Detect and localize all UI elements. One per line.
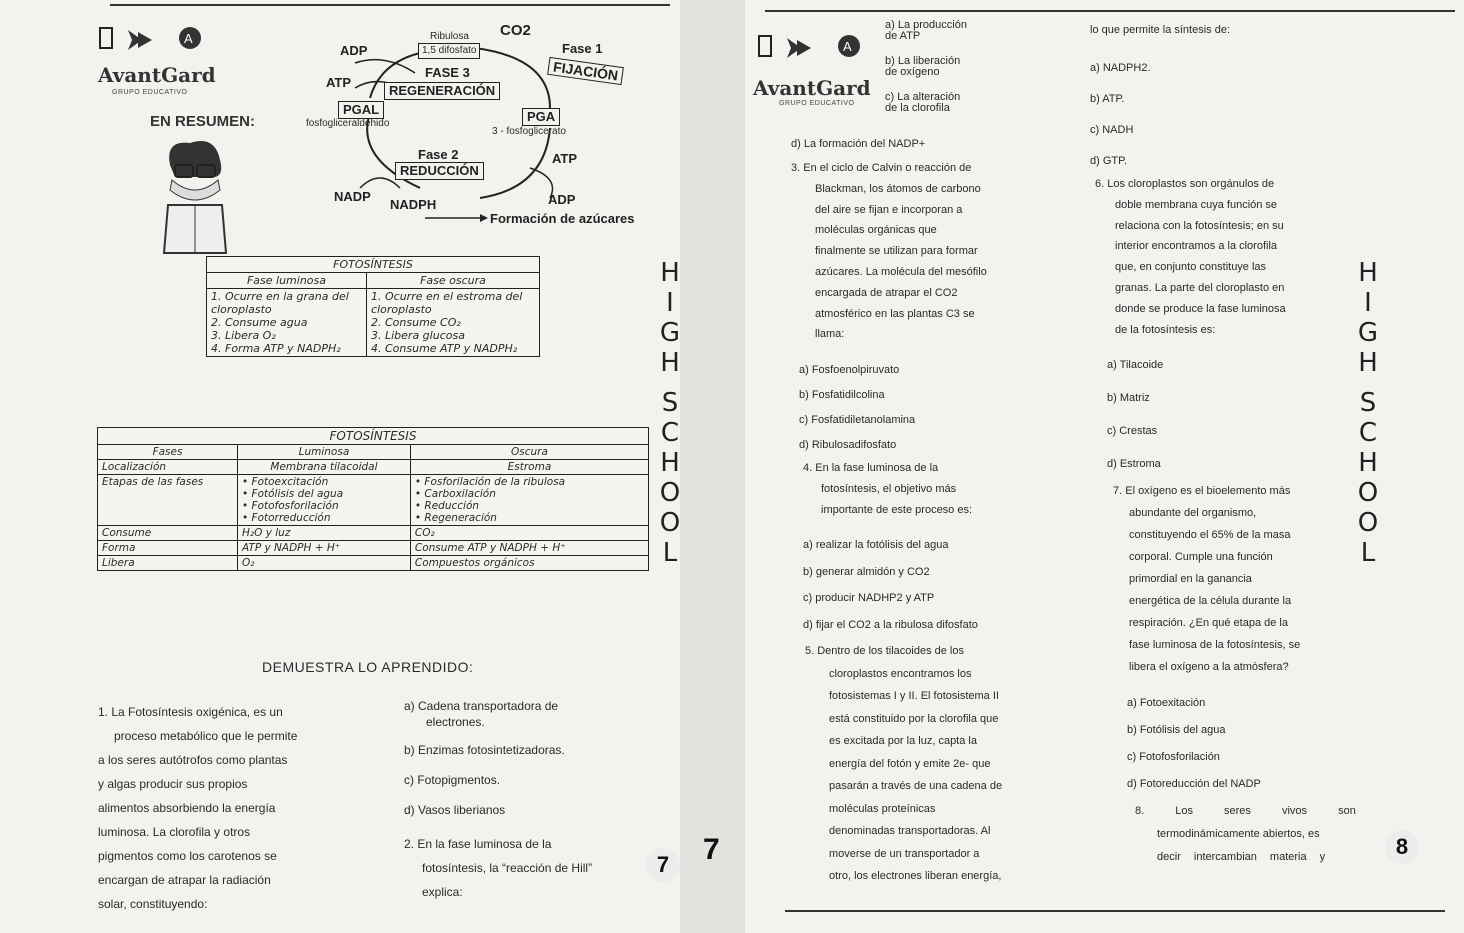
q5-line-8: moléculas proteínicas [829,802,936,815]
q6-opt-a[interactable]: a) Tilacoide [1107,359,1164,371]
q2-line-3: explica: [422,885,463,899]
q1-opt-d[interactable]: d) Vasos liberianos [404,803,506,817]
question-5-options [1090,53,1290,177]
table2-r-consume: Consume [98,526,238,541]
q3-line-5: finalmente se utilizan para formar [815,245,978,258]
table1-right-1: 1. Ocurre en el estroma del cloroplasto [371,290,523,316]
fase2-label: Fase 2 [418,147,459,162]
q1-line-3: a los seres autótrofos como plantas [98,753,288,767]
q5-line-4: está constituido por la clorofila que [829,712,999,725]
q1-line-1: 1. La Fotosíntesis oxigénica, es un [98,705,283,719]
q8-line-1: 8. Los seres vivos son [1135,805,1356,817]
q7-line-1: 7. El oxígeno es el bioelemento más [1113,485,1291,497]
q6-line-2: doble membrana cuya función se [1115,198,1278,211]
q5-line-9: denominadas transportadoras. Al [829,825,991,837]
q1-line-8: encargan de atrapar la radiación [98,873,271,887]
q6-line-3: relaciona con la fotosíntesis; en su [1115,219,1284,232]
table1-left-cell [207,289,367,357]
vletter-r3: G [1357,318,1379,348]
vletter-5: S [661,388,679,418]
school-logo [98,24,208,59]
q3-line-9: llama: [815,328,845,341]
vletter-r7: H [1358,448,1378,478]
adp-bottom-label: ADP [548,192,576,207]
atp-right-label: ATP [552,151,578,166]
logo-icons-right [757,32,867,62]
table2-forma-osc: Consume ATP y NADPH + H⁺ [410,541,648,556]
q1-opt-a-cont: electrones. [426,715,485,729]
vletter-3: G [659,318,681,348]
table1-col-oscura: Fase oscura [367,273,540,289]
question-7 [1113,480,1343,678]
table2-h-luminosa: Luminosa [238,445,411,460]
nadp-label: NADP [334,189,371,204]
vletter-10: L [662,538,678,568]
q7-line-9: libera el oxígeno a la atmósfera? [1129,661,1289,673]
fotosintesis-table-2 [97,427,649,571]
q8-line-2: termodinámicamente abiertos, es [1157,828,1320,840]
brand-name-right: AvantGard [753,76,871,100]
table2-lib-osc: Compuestos orgánicos [410,556,648,571]
table2-r-forma: Forma [98,541,238,556]
table1-left-3: 3. Libera O₂ [211,329,276,342]
q5-continuation: lo que permite la síntesis de: [1090,24,1231,36]
right-top-border [765,10,1455,12]
table2-r-libera: Libera [98,556,238,571]
table2-cons-lum: H₂O y luz [238,526,411,541]
q1-line-2: proceso metabólico que le permite [114,729,298,743]
q6-line-6: granas. La parte del cloroplasto en [1115,281,1285,294]
etapa-lum-2: • Fotólisis del agua [242,488,344,500]
table1-left-2: 2. Consume agua [211,316,308,329]
q5-line-1: 5. Dentro de los tilacoides de los [805,645,964,657]
question-4 [803,458,1043,521]
book-gutter [680,0,745,933]
q2-opt-c[interactable]: c) La alteración [885,91,961,103]
q6-opt-c[interactable]: c) Crestas [1107,425,1158,437]
q6-opt-b[interactable]: b) Matriz [1107,392,1150,404]
vletter-r2: I [1364,288,1372,318]
pga-box: PGA [522,108,560,126]
q3-line-2: Blackman, los átomos de carbono [815,182,981,195]
q7-opt-a[interactable]: a) Fotoexitación [1127,697,1206,709]
top-border [110,4,670,6]
q1-line-9: solar, constituyendo: [98,897,208,911]
q1-line-6: luminosa. La clorofila y otros [98,825,251,839]
question-7-options [1127,690,1327,798]
etapa-osc-3: • Reducción [414,500,480,512]
vletter-7: H [660,448,680,478]
page-number-right: 8 [1385,830,1419,864]
q7-line-5: primordial en la ganancia [1129,573,1252,585]
q5-opt-b[interactable]: b) ATP. [1090,93,1125,105]
q6-line-4: interior encontramos a la clorofila [1115,240,1278,253]
logo-icons [98,24,208,54]
table2-etapas-lum [238,475,411,526]
q2-options [885,20,1115,114]
etapa-osc-4: • Regeneración [414,512,497,524]
question-5 [805,640,1045,888]
adp-top-label: ADP [340,43,368,58]
q3-line-3: del aire se fijan e incorporan a [815,203,963,216]
q2-opt-a[interactable]: a) La producción [885,19,967,31]
q4-line-3: importante de este proceso es: [821,504,973,516]
table1-right-4: 4. Consume ATP y NADPH₂ [371,342,518,355]
ribulosa-box: 1,5 difosfato [418,43,480,59]
nadph-label: NADPH [390,197,437,212]
q7-line-3: constituyendo el 65% de la masa [1129,529,1291,541]
q3-line-8: atmosférico en las plantas C3 se [815,307,975,320]
q3-line-4: moléculas orgánicas que [815,224,937,237]
q7-line-6: energética de la célula durante la [1129,595,1292,607]
vletter-4: H [660,348,680,378]
table2-loc-osc: Estroma [410,460,648,475]
brand-name: AvantGard [98,63,216,87]
q2-opt-b[interactable]: b) La liberación [885,55,961,67]
table2-loc-lum: Membrana tilacoidal [238,460,411,475]
q2-opt-c-cont: de la clorofila [885,102,950,114]
pgal-sub: fosfogliceraldehido [306,118,390,129]
summary-heading: EN RESUMEN: [150,113,256,130]
school-logo-right [757,32,867,67]
vletter-r6: C [1358,418,1378,448]
question-1-options [404,698,644,904]
q3-line-6: azúcares. La molécula del mesófilo [815,265,987,278]
svg-text:A: A [184,31,193,46]
q7-line-8: fase luminosa de la fotosíntesis, se [1129,639,1301,651]
table1-title: FOTOSÍNTESIS [207,257,540,273]
q2-opt-a-cont: de ATP [885,30,921,42]
q3-opt-c[interactable]: c) Fosfatidiletanolamina [799,414,916,426]
question-4-options [803,532,1043,638]
q7-line-2: abundante del organismo, [1129,507,1257,519]
table2-h-fases: Fases [98,445,238,460]
q1-line-7: pigmentos como los carotenos se [98,849,277,863]
q8-line-3: decir intercambian materia y [1157,851,1326,863]
fotosintesis-table-1 [206,256,540,357]
q5-opt-c[interactable]: c) NADH [1090,124,1134,136]
brand-sub-right: GRUPO EDUCATIVO [779,100,855,107]
q5-line-10: moverse de un transportador a [829,847,980,860]
table2-cons-osc: CO₂ [410,526,648,541]
etapa-osc-1: • Fosforilación de la ribulosa [414,476,566,488]
q3-line-7: encargada de atrapar el CO2 [815,286,958,299]
q5-line-2: cloroplastos encontramos los [829,667,972,680]
q4-opt-d[interactable]: d) fijar el CO2 a la ribulosa difosfato [803,618,978,631]
q7-opt-b[interactable]: b) Fotólisis del agua [1127,724,1226,736]
q6-line-5: que, en conjunto constituye las [1115,261,1267,274]
etapa-lum-4: • Fotorreducción [242,512,331,524]
table1-right-2: 2. Consume CO₂ [371,316,461,329]
table2-r-etapas: Etapas de las fases [98,475,238,526]
q5-line-3: fotosistemas I y II. El fotosistema II [829,690,999,702]
q4-opt-c[interactable]: c) producir NADHP2 y ATP [803,592,935,604]
q3-opt-d[interactable]: d) Ribulosadifosfato [799,439,897,451]
regeneracion-box: REGENERACIÓN [384,82,500,100]
vertical-word-left [655,258,685,568]
vletter-8: O [659,478,681,508]
etapa-lum-1: • Fotoexcitación [242,476,329,488]
brand-sub: GRUPO EDUCATIVO [112,89,188,96]
right-bottom-border [785,910,1445,912]
table2-h-oscura: Oscura [410,445,648,460]
vletter-6: C [660,418,680,448]
q4-opt-b[interactable]: b) generar almidón y CO2 [803,565,930,578]
q3-opt-a[interactable]: a) Fosfoenolpiruvato [799,364,900,376]
q4-line-1: 4. En la fase luminosa de la [803,462,939,474]
question-3-options [799,358,1039,458]
q2-line-2: fotosíntesis, la “reacción de Hill” [422,861,593,875]
vletter-r9: O [1357,508,1379,538]
q4-line-2: fotosíntesis, el objetivo más [821,483,957,495]
q6-line-7: donde se produce la fase luminosa [1115,302,1286,315]
q7-line-7: respiración. ¿En qué etapa de la [1129,617,1288,629]
q2-opt-d[interactable]: d) La formación del NADP+ [791,138,926,150]
q6-opt-d[interactable]: d) Estroma [1107,458,1161,470]
q5-line-7: pasarán a través de una cadena de [829,780,1003,792]
etapa-lum-3: • Fotofosforilación [242,500,339,512]
question-8 [1135,800,1365,869]
q6-line-1: 6. Los cloroplastos son orgánulos de [1095,178,1275,190]
vletter-r8: O [1357,478,1379,508]
q5-opt-a[interactable]: a) NADPH2. [1090,62,1151,74]
left-page [0,0,680,933]
q5-line-11: otro, los electrones liberan energía, [829,870,1002,882]
question-6-options [1107,349,1307,481]
vletter-r4: H [1358,348,1378,378]
question-3 [791,158,1031,345]
q1-opt-b[interactable]: b) Enzimas fotosintetizadoras. [404,743,565,757]
q1-opt-c[interactable]: c) Fotopigmentos. [404,773,501,787]
q7-opt-d[interactable]: d) Fotoreducción del NADP [1127,778,1261,790]
table2-lib-lum: O₂ [238,556,411,571]
pga-sub: 3 - fosfoglicerato [492,126,566,137]
q5-line-5: es excitada por la luz, capta la [829,735,977,747]
vertical-word-right [1353,258,1383,568]
atp-top-label: ATP [326,75,352,90]
table1-left-1: 1. Ocurre en la grana del cloroplasto [211,290,349,316]
q1-line-5: alimentos absorbiendo la energía [98,801,276,815]
vletter-9: O [659,508,681,538]
q4-opt-a[interactable]: a) realizar la fotólisis del agua [803,539,949,551]
question-6 [1095,174,1325,340]
q2-opt-b-cont: de oxígeno [885,66,940,78]
table1-col-luminosa: Fase luminosa [207,273,367,289]
vletter-r10: L [1360,538,1376,568]
table2-etapas-osc [410,475,648,526]
q5-line-6: energía del fotón y emite 2e- que [829,757,991,770]
q7-opt-c[interactable]: c) Fotofosforilación [1127,751,1220,763]
q3-line-1: 3. En el ciclo de Calvin o reacción de [791,162,972,174]
right-page [745,0,1464,933]
table1-left-4: 4. Forma ATP y NADPH₂ [211,342,341,355]
q5-opt-d[interactable]: d) GTP. [1090,155,1128,167]
ribulosa-label: Ribulosa [430,31,469,42]
gutter-page-number: 7 [703,833,720,866]
fase3-label: FASE 3 [425,65,470,80]
table2-forma-lum: ATP y NADPH + H⁺ [238,541,411,556]
scientist-illustration-icon [160,135,230,255]
q1-opt-a[interactable]: a) Cadena transportadora de [404,699,559,713]
co2-label: CO2 [500,22,531,39]
q2-line-1: 2. En la fase luminosa de la [404,837,552,851]
reduccion-box: REDUCCIÓN [395,162,484,180]
q6-line-8: de la fotosíntesis es: [1115,323,1216,336]
vletter-2: I [666,288,674,318]
svg-text:A: A [843,39,852,54]
table1-right-cell [367,289,540,357]
table2-title: FOTOSÍNTESIS [98,428,649,445]
calvin-cycle-diagram [300,18,660,238]
fase1-label: Fase 1 [562,41,603,56]
etapa-osc-2: • Carboxilación [414,488,496,500]
practice-heading: DEMUESTRA LO APRENDIDO: [262,659,474,675]
vletter-r5: S [1359,388,1377,418]
table2-r-local: Localización [98,460,238,475]
page-number-left: 7 [646,848,680,882]
q1-line-4: y algas producir sus propios [98,777,248,791]
vletter-r1: H [1358,258,1378,288]
pgal-box: PGAL [338,101,384,119]
table1-right-3: 3. Libera glucosa [371,329,465,342]
q3-opt-b[interactable]: b) Fosfatidilcolina [799,389,885,401]
vletter-1: H [660,258,680,288]
question-1 [98,700,308,916]
q7-line-4: corporal. Cumple una función [1129,551,1273,563]
fijacion-box: FIJACIÓN [547,57,624,85]
formacion-label: Formación de azúcares [490,211,635,226]
